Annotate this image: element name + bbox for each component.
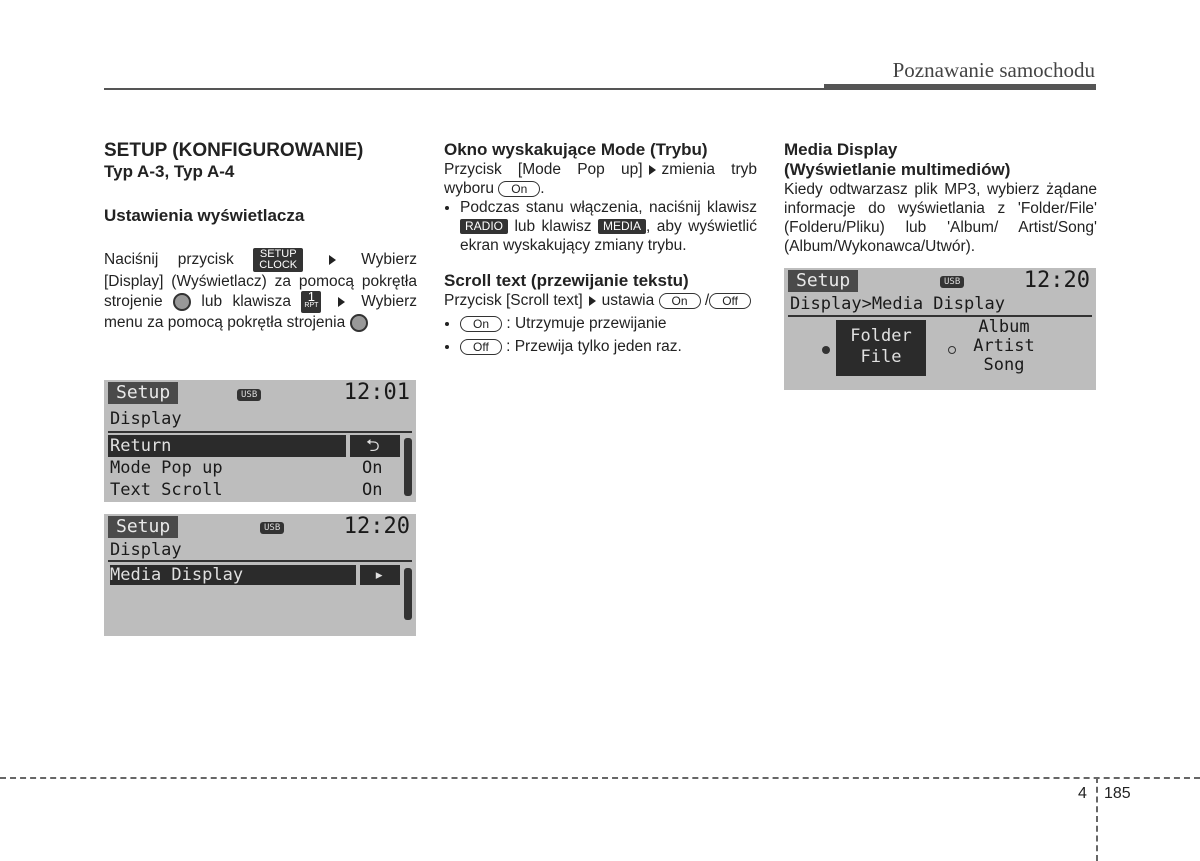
subsection-heading: Ustawienia wyświetlacza [104, 206, 305, 225]
rpt-key: 1 RPT [301, 291, 321, 313]
screen-divider [108, 431, 412, 433]
column-3 [784, 140, 1097, 256]
option-text: File [860, 347, 902, 367]
instruction-text: Wybierz menu za pomocą pokrętła strojenia [104, 293, 418, 331]
radio-key: RADIO [460, 219, 508, 234]
bullet-text: Podczas stanu włączenia, naciśnij klawisz [460, 199, 757, 216]
bullet-text: lub klawisz [514, 218, 592, 235]
option-folder-file [836, 320, 926, 376]
on-indicator: On [659, 293, 701, 309]
arrow-icon [329, 255, 336, 265]
column-2 [444, 140, 757, 356]
radio-unselected-icon [948, 346, 956, 354]
menu-item-return: Return [110, 436, 172, 456]
screen-tag: Setup [108, 382, 178, 404]
chapter-number: 4 [1078, 785, 1087, 802]
mode-text: Przycisk [Mode Pop up] [444, 161, 643, 178]
page-number: 185 [1104, 785, 1131, 802]
bullet-text: : Utrzymuje przewijanie [506, 315, 667, 332]
instruction-text: Wybierz [Display] (Wyświetlacz) za pomocą pokrętła strojenie [104, 251, 417, 311]
instruction-paragraph [104, 248, 417, 332]
menu-item-media-display: Media Display [110, 565, 244, 585]
mode-heading: Okno wyskakujące Mode (Trybu) [444, 140, 708, 159]
option-text: Song [983, 355, 1025, 375]
screen-tag: Setup [108, 516, 178, 538]
scroll-heading: Scroll text (przewijanie tekstu) [444, 271, 689, 290]
scroll-bullet [460, 337, 757, 356]
mode-text: zmienia tryb wyboru [444, 161, 757, 197]
menu-item-value: On [362, 480, 383, 500]
radio-selected-icon [822, 346, 830, 354]
footer-rule [0, 777, 1200, 779]
menu-item-text-scroll: Text Scroll [110, 480, 223, 500]
scroll-paragraph: Przycisk [Scroll text] ustawia On / Off [444, 291, 757, 310]
bullet-text: , aby wyświetlić ekran wyskakujący zmiany trybu. [460, 218, 758, 254]
mode-bullet [460, 198, 757, 255]
footer-rule-vertical [1096, 777, 1098, 861]
section-title: SETUP (KONFIGUROWANIE) [104, 140, 364, 161]
media-paragraph: Kiedy odtwarzasz plik MP3, wybierz żądane informacje do wyświetlania z 'Folder/File' (Folderu/Pliku) lub 'Album/ Artist/Song' (Album/Wykonawca/Utwór). [784, 181, 1097, 255]
arrow-icon [589, 296, 596, 306]
arrow-icon [338, 297, 345, 307]
media-key: MEDIA [598, 219, 646, 234]
off-indicator: Off [709, 293, 751, 309]
usb-icon: USB [237, 389, 261, 401]
bullet-text: : Przewija tylko jeden raz. [506, 338, 682, 355]
menu-item-mode-pop-up: Mode Pop up [110, 458, 223, 478]
screen-tag: Setup [788, 270, 858, 292]
on-indicator: On [498, 181, 540, 197]
screen-title: Display [110, 409, 182, 429]
screen-divider [788, 315, 1092, 317]
screen-clock: 12:20 [343, 514, 410, 539]
option-text: Album [978, 317, 1030, 337]
arrow-icon [649, 165, 656, 175]
on-indicator: On [460, 316, 502, 332]
scrollbar [404, 438, 412, 496]
instruction-text: lub klawisza [201, 293, 292, 311]
off-indicator: Off [460, 339, 502, 355]
scroll-text: ustawia [601, 292, 655, 309]
screen-title: Display [110, 540, 182, 560]
option-text: Artist [973, 336, 1035, 356]
arrow-right-icon: ▸ [374, 565, 385, 585]
usb-icon: USB [940, 276, 964, 288]
option-album-artist-song [964, 318, 1044, 375]
media-heading-sub: (Wyświetlanie multimediów) [784, 160, 1011, 179]
screen-clock: 12:01 [343, 380, 410, 405]
screen-clock: 12:20 [1023, 268, 1090, 293]
setup-clock-key: SETUP CLOCK [253, 248, 303, 272]
scroll-text: Przycisk [Scroll text] [444, 292, 583, 309]
tune-knob-icon [173, 293, 191, 311]
display-screen-2 [104, 514, 416, 636]
mode-bullet-list [444, 198, 757, 255]
tune-knob-icon [350, 314, 368, 332]
scrollbar [404, 568, 412, 620]
screen-divider [108, 560, 412, 562]
mode-paragraph: Przycisk [Mode Pop up] zmienia tryb wyboru On . [444, 161, 757, 197]
display-screen-1 [104, 380, 416, 502]
media-heading: Media Display [784, 140, 898, 159]
section-subtitle: Typ A-3, Typ A-4 [104, 162, 235, 181]
menu-item-value: On [362, 458, 383, 478]
column-1 [104, 140, 417, 332]
screen-path: Display>Media Display [790, 294, 1005, 314]
scroll-bullet [460, 314, 757, 333]
return-icon: ⮌ [366, 436, 380, 456]
display-screen-3 [784, 268, 1096, 390]
usb-icon: USB [260, 522, 284, 534]
running-header: Poznawanie samochodu [892, 58, 1095, 82]
scroll-bullet-list [444, 314, 757, 356]
option-text: Folder [850, 326, 912, 346]
header-rule-thick [824, 84, 1096, 90]
instruction-text: Naciśnij przycisk [104, 251, 234, 269]
